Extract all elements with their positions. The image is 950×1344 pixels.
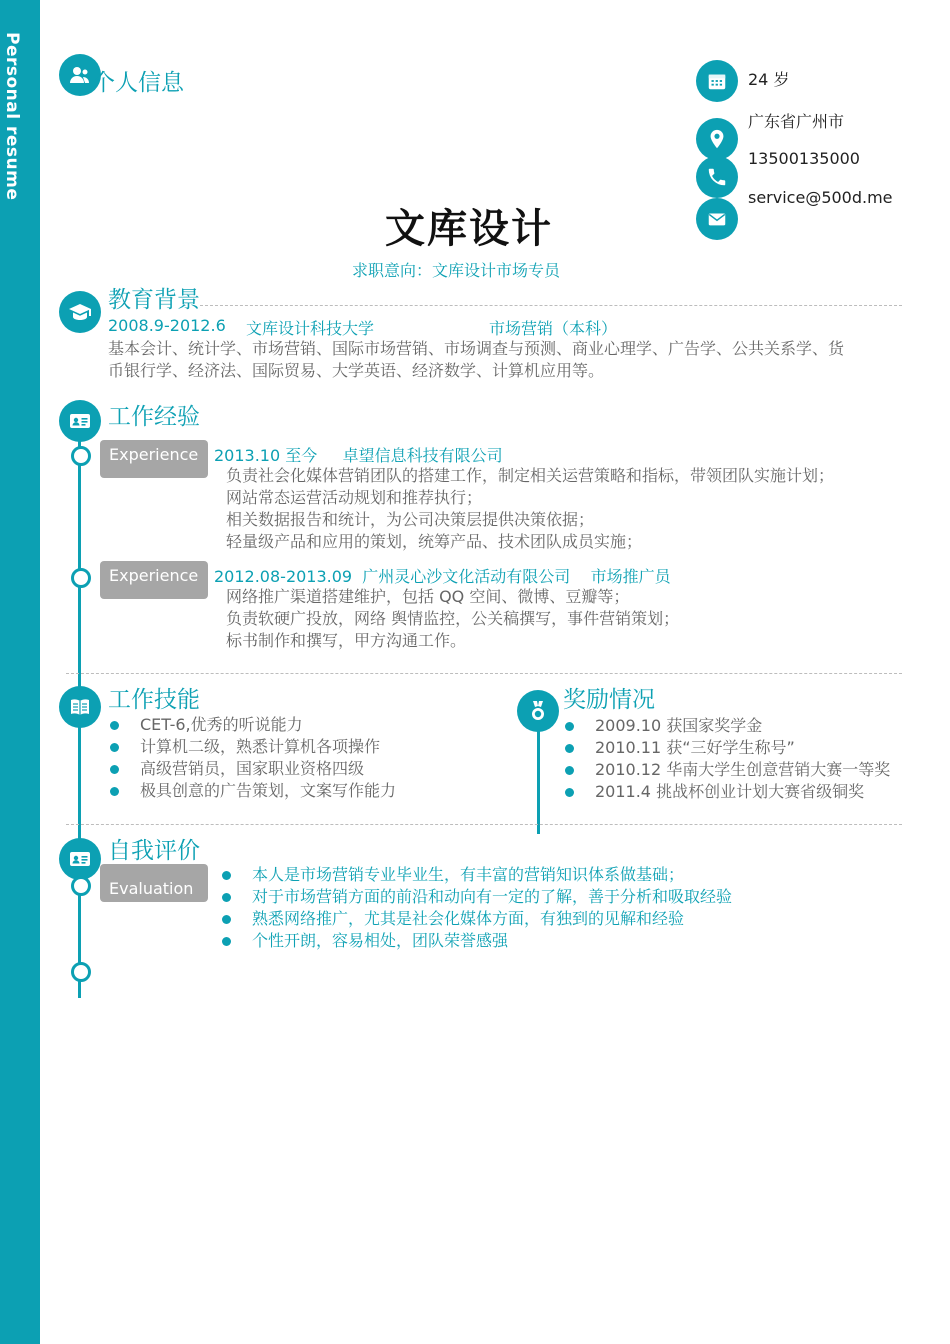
experience-line: 网站常态运营活动规划和推荐执行； — [226, 488, 483, 507]
self-eval-item: 个性开朗，容易相处，团队荣誉感强 — [220, 930, 732, 952]
education-divider — [200, 305, 902, 306]
award-item: 2010.12 华南大学生创意营销大赛一等奖 — [563, 759, 890, 781]
profile-card-icon — [59, 838, 101, 880]
evaluation-tag: Evaluation — [100, 864, 208, 902]
phone-text: 13500135000 — [748, 149, 860, 168]
medal-icon — [517, 690, 559, 732]
work-title: 工作经验 — [108, 404, 200, 430]
education-major: 市场营销（本科） — [489, 319, 618, 338]
experience-line: 标书制作和撰写，甲方沟通工作。 — [226, 631, 467, 650]
self-eval-item: 本人是市场营销专业毕业生，有丰富的营销知识体系做基础； — [220, 864, 732, 886]
experience-heading: 2013.10 至今 卓望信息科技有限公司 — [214, 446, 503, 465]
age-text: 24 岁 — [748, 70, 790, 89]
sidebar-label: Personal resume — [2, 32, 22, 201]
experience-line: 网络推广渠道搭建维护，包括 QQ 空间、微博、豆瓣等； — [226, 587, 630, 606]
email-text: service@500d.me — [748, 188, 893, 207]
graduation-cap-icon — [59, 291, 101, 333]
education-courses-line2: 币银行学、经济法、国际贸易、大学英语、经济数学、计算机应用等。 — [108, 361, 605, 380]
sidebar-bar — [0, 0, 40, 1344]
experience-tag: Experience — [100, 440, 208, 478]
location-text: 广东省广州市 — [748, 112, 845, 131]
award-item: 2010.11 获“三好学生称号” — [563, 737, 890, 759]
skill-item: 计算机二级，熟悉计算机各项操作 — [108, 736, 396, 758]
email-icon — [696, 198, 738, 240]
award-item: 2009.10 获国家奖学金 — [563, 715, 890, 737]
awards-title: 奖励情况 — [563, 687, 655, 713]
skill-item: 极具创意的广告策划，文案写作能力 — [108, 780, 396, 802]
education-period: 2008.9-2012.6 — [108, 316, 226, 335]
skill-item: 高级营销员，国家职业资格四级 — [108, 758, 396, 780]
education-courses-line1: 基本会计、统计学、市场营销、国际市场营销、市场调查与预测、商业心理学、广告学、公共关系学、货 — [108, 339, 845, 358]
calendar-icon — [696, 60, 738, 102]
timeline-node — [71, 446, 91, 466]
experience-line: 相关数据报告和统计，为公司决策层提供决策依据； — [226, 510, 595, 529]
experience-line: 轻量级产品和应用的策划，统筹产品、技术团队成员实施； — [226, 532, 643, 551]
job-intent: 求职意向：文库设计市场专员 — [352, 261, 561, 280]
timeline-node — [71, 962, 91, 982]
education-school: 文库设计科技大学 — [246, 319, 375, 338]
experience-line: 负责软硬广投放，网络 舆情监控，公关稿撰写，事件营销策划； — [226, 609, 680, 628]
experience-tag: Experience — [100, 561, 208, 599]
experience-line: 负责社会化媒体营销团队的搭建工作，制定相关运营策略和指标，带领团队实施计划； — [226, 466, 835, 485]
id-card-icon — [59, 400, 101, 442]
location-pin-icon — [696, 118, 738, 160]
book-icon — [59, 686, 101, 728]
award-item: 2011.4 挑战杯创业计划大赛省级铜奖 — [563, 781, 890, 803]
personal-info-title: 个人信息 — [92, 70, 184, 96]
self-eval-title: 自我评价 — [108, 838, 200, 864]
self-eval-list — [220, 864, 732, 952]
awards-list — [563, 715, 890, 803]
candidate-name: 文库设计 — [385, 206, 553, 252]
skills-list — [108, 714, 396, 802]
self-eval-item: 熟悉网络推广，尤其是社会化媒体方面，有独到的见解和经验 — [220, 908, 732, 930]
sidebar-label-wrap — [0, 0, 40, 200]
work-divider — [66, 673, 902, 674]
skills-title: 工作技能 — [108, 687, 200, 713]
timeline-node — [71, 876, 91, 896]
timeline-node — [71, 568, 91, 588]
experience-heading: 2012.08-2013.09 广州灵心沙文化活动有限公司 市场推广员 — [214, 567, 671, 586]
self-eval-item: 对于市场营销方面的前沿和动向有一定的了解，善于分析和吸取经验 — [220, 886, 732, 908]
awards-line — [537, 720, 540, 834]
skills-divider — [66, 824, 902, 825]
education-title: 教育背景 — [108, 287, 200, 313]
phone-icon — [696, 156, 738, 198]
skill-item: CET-6,优秀的听说能力 — [108, 714, 396, 736]
